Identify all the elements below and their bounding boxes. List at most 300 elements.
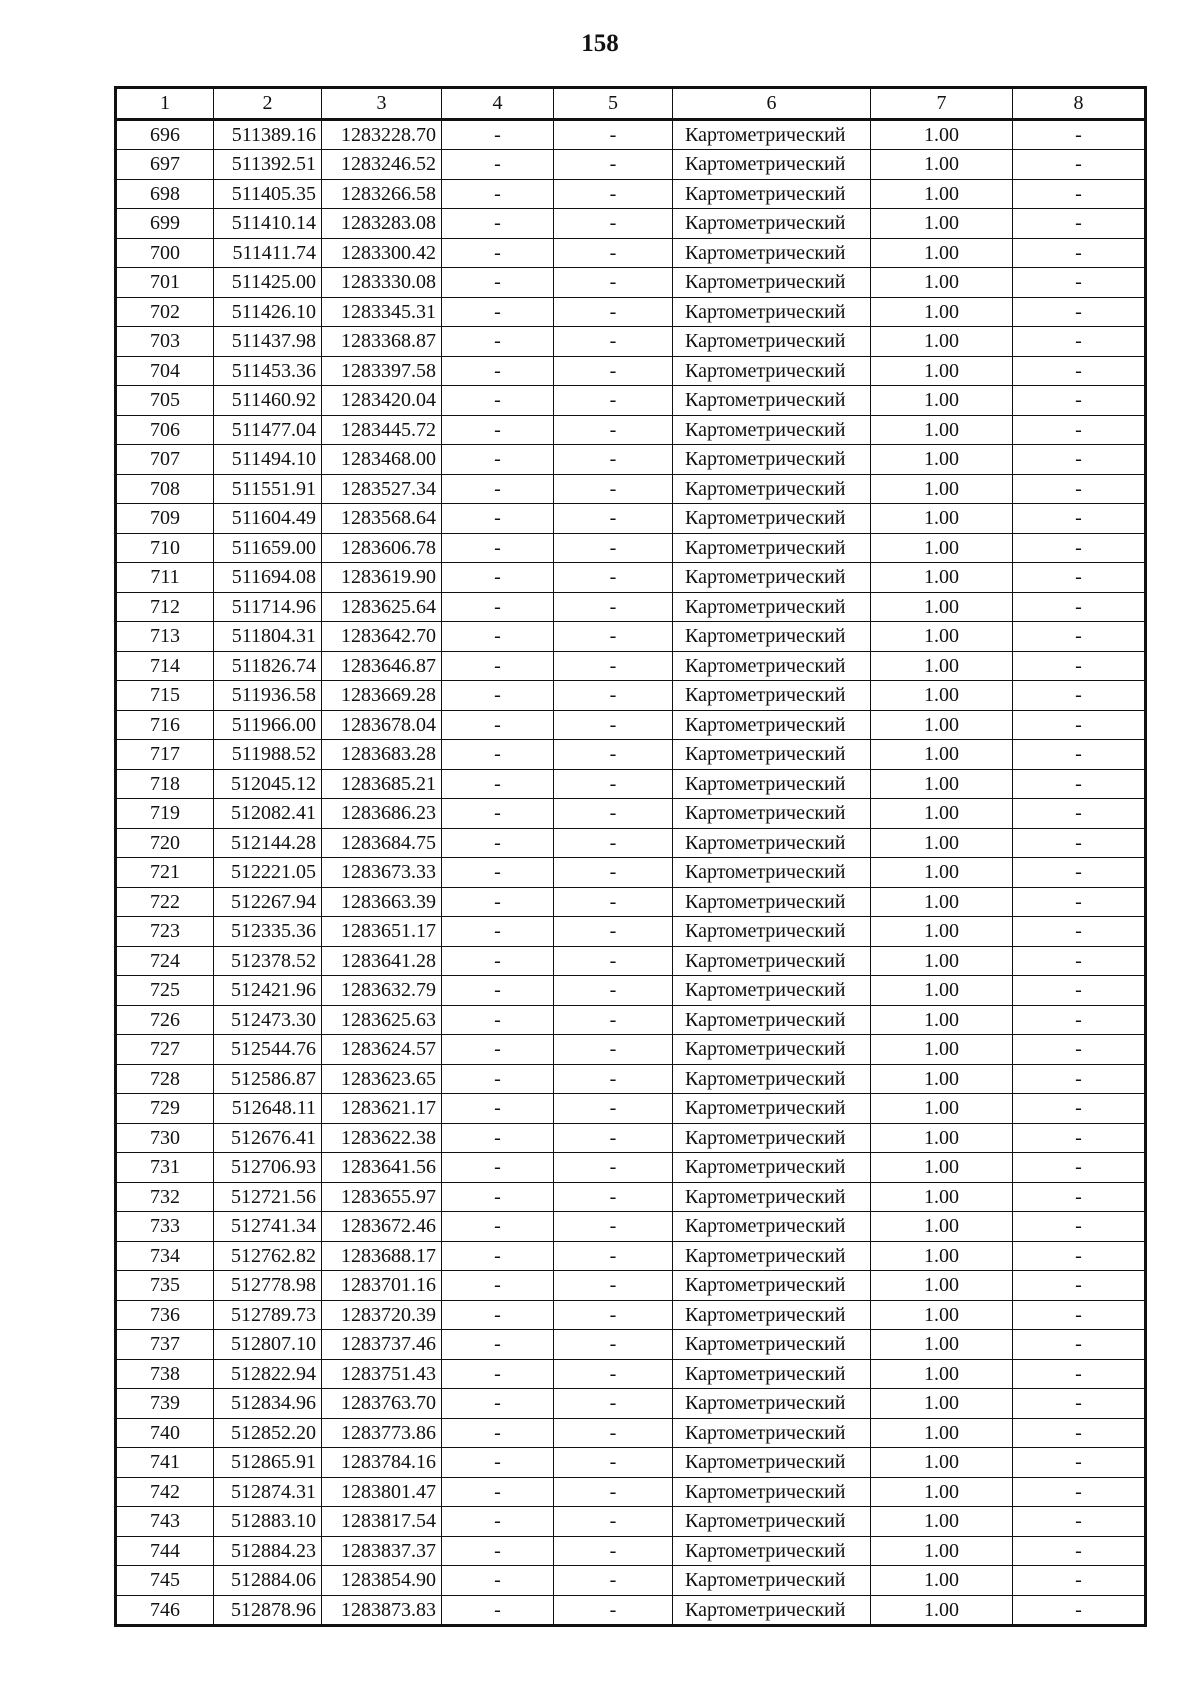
x-coordinate-cell: 511411.74	[214, 238, 322, 268]
method-cell: Картометрический	[673, 386, 871, 416]
method-cell: Картометрический	[673, 415, 871, 445]
table-row	[116, 1271, 1146, 1301]
col-5-value-cell: -	[554, 1212, 673, 1242]
x-coordinate-cell: 511405.35	[214, 179, 322, 209]
col-8-value-cell: -	[1013, 1182, 1146, 1212]
y-coordinate-cell: 1283625.63	[322, 1005, 442, 1035]
point-number-cell: 725	[116, 976, 214, 1006]
accuracy-cell: 1.00	[871, 976, 1013, 1006]
y-coordinate-cell: 1283837.37	[322, 1536, 442, 1566]
y-coordinate-cell: 1283672.46	[322, 1212, 442, 1242]
point-number-cell: 702	[116, 297, 214, 327]
table-row	[116, 297, 1146, 327]
method-cell: Картометрический	[673, 1477, 871, 1507]
method-cell: Картометрический	[673, 119, 871, 150]
col-4-value-cell: -	[442, 386, 554, 416]
method-cell: Картометрический	[673, 828, 871, 858]
point-number-cell: 717	[116, 740, 214, 770]
accuracy-cell: 1.00	[871, 1300, 1013, 1330]
y-coordinate-cell: 1283641.28	[322, 946, 442, 976]
point-number-cell: 726	[116, 1005, 214, 1035]
col-5-value-cell: -	[554, 1182, 673, 1212]
accuracy-cell: 1.00	[871, 1330, 1013, 1360]
x-coordinate-cell: 512676.41	[214, 1123, 322, 1153]
col-4-value-cell: -	[442, 858, 554, 888]
col-8-value-cell: -	[1013, 504, 1146, 534]
method-cell: Картометрический	[673, 327, 871, 357]
col-8-value-cell: -	[1013, 297, 1146, 327]
col-8-value-cell: -	[1013, 356, 1146, 386]
table-row	[116, 887, 1146, 917]
accuracy-cell: 1.00	[871, 1448, 1013, 1478]
col-4-value-cell: -	[442, 769, 554, 799]
point-number-cell: 740	[116, 1418, 214, 1448]
accuracy-cell: 1.00	[871, 1182, 1013, 1212]
point-number-cell: 734	[116, 1241, 214, 1271]
x-coordinate-cell: 511551.91	[214, 474, 322, 504]
table-row	[116, 1241, 1146, 1271]
method-cell: Картометрический	[673, 1389, 871, 1419]
col-5-value-cell: -	[554, 533, 673, 563]
x-coordinate-cell: 511659.00	[214, 533, 322, 563]
y-coordinate-cell: 1283737.46	[322, 1330, 442, 1360]
col-5-value-cell: -	[554, 474, 673, 504]
method-cell: Картометрический	[673, 1123, 871, 1153]
accuracy-cell: 1.00	[871, 474, 1013, 504]
point-number-cell: 703	[116, 327, 214, 357]
col-8-value-cell: -	[1013, 119, 1146, 150]
y-coordinate-cell: 1283683.28	[322, 740, 442, 770]
method-cell: Картометрический	[673, 887, 871, 917]
accuracy-cell: 1.00	[871, 415, 1013, 445]
table-body	[116, 119, 1146, 1626]
x-coordinate-cell: 512865.91	[214, 1448, 322, 1478]
y-coordinate-cell: 1283527.34	[322, 474, 442, 504]
col-4-value-cell: -	[442, 1212, 554, 1242]
x-coordinate-cell: 511437.98	[214, 327, 322, 357]
x-coordinate-cell: 512721.56	[214, 1182, 322, 1212]
table-row	[116, 1212, 1146, 1242]
y-coordinate-cell: 1283622.38	[322, 1123, 442, 1153]
x-coordinate-cell: 512822.94	[214, 1359, 322, 1389]
col-4-value-cell: -	[442, 415, 554, 445]
col-4-value-cell: -	[442, 1477, 554, 1507]
point-number-cell: 729	[116, 1094, 214, 1124]
col-5-value-cell: -	[554, 415, 673, 445]
col-8-value-cell: -	[1013, 917, 1146, 947]
col-8-value-cell: -	[1013, 799, 1146, 829]
x-coordinate-cell: 511453.36	[214, 356, 322, 386]
col-8-value-cell: -	[1013, 1241, 1146, 1271]
col-4-value-cell: -	[442, 1094, 554, 1124]
col-5-value-cell: -	[554, 740, 673, 770]
table-row	[116, 238, 1146, 268]
y-coordinate-cell: 1283701.16	[322, 1271, 442, 1301]
point-number-cell: 730	[116, 1123, 214, 1153]
y-coordinate-cell: 1283773.86	[322, 1418, 442, 1448]
col-4-value-cell: -	[442, 179, 554, 209]
col-5-value-cell: -	[554, 651, 673, 681]
x-coordinate-cell: 511426.10	[214, 297, 322, 327]
x-coordinate-cell: 512586.87	[214, 1064, 322, 1094]
point-number-cell: 745	[116, 1566, 214, 1596]
method-cell: Картометрический	[673, 474, 871, 504]
table-row	[116, 1300, 1146, 1330]
col-5-value-cell: -	[554, 1448, 673, 1478]
accuracy-cell: 1.00	[871, 1507, 1013, 1537]
table-row	[116, 1477, 1146, 1507]
x-coordinate-cell: 512421.96	[214, 976, 322, 1006]
col-4-value-cell: -	[442, 297, 554, 327]
col-5-value-cell: -	[554, 622, 673, 652]
table-row	[116, 976, 1146, 1006]
accuracy-cell: 1.00	[871, 681, 1013, 711]
method-cell: Картометрический	[673, 445, 871, 475]
col-8-value-cell: -	[1013, 828, 1146, 858]
table-row	[116, 710, 1146, 740]
accuracy-cell: 1.00	[871, 1064, 1013, 1094]
x-coordinate-cell: 511604.49	[214, 504, 322, 534]
col-4-value-cell: -	[442, 150, 554, 180]
y-coordinate-cell: 1283817.54	[322, 1507, 442, 1537]
method-cell: Картометрический	[673, 150, 871, 180]
x-coordinate-cell: 512221.05	[214, 858, 322, 888]
col-8-value-cell: -	[1013, 592, 1146, 622]
col-4-value-cell: -	[442, 1566, 554, 1596]
point-number-cell: 727	[116, 1035, 214, 1065]
table-row	[116, 474, 1146, 504]
y-coordinate-cell: 1283685.21	[322, 769, 442, 799]
col-4-value-cell: -	[442, 887, 554, 917]
col-4-value-cell: -	[442, 651, 554, 681]
x-coordinate-cell: 512789.73	[214, 1300, 322, 1330]
col-8-value-cell: -	[1013, 1123, 1146, 1153]
col-4-value-cell: -	[442, 327, 554, 357]
col-5-value-cell: -	[554, 238, 673, 268]
col-8-value-cell: -	[1013, 769, 1146, 799]
col-5-value-cell: -	[554, 887, 673, 917]
x-coordinate-cell: 512874.31	[214, 1477, 322, 1507]
x-coordinate-cell: 512778.98	[214, 1271, 322, 1301]
column-header: 3	[322, 88, 442, 120]
table-row	[116, 1418, 1146, 1448]
accuracy-cell: 1.00	[871, 917, 1013, 947]
x-coordinate-cell: 512878.96	[214, 1595, 322, 1626]
table-row	[116, 1182, 1146, 1212]
x-coordinate-cell: 511410.14	[214, 209, 322, 239]
header-row	[116, 88, 1146, 120]
col-8-value-cell: -	[1013, 1094, 1146, 1124]
table-row	[116, 1359, 1146, 1389]
method-cell: Картометрический	[673, 1507, 871, 1537]
x-coordinate-cell: 511494.10	[214, 445, 322, 475]
col-4-value-cell: -	[442, 1536, 554, 1566]
col-8-value-cell: -	[1013, 710, 1146, 740]
point-number-cell: 718	[116, 769, 214, 799]
y-coordinate-cell: 1283619.90	[322, 563, 442, 593]
col-5-value-cell: -	[554, 150, 673, 180]
col-8-value-cell: -	[1013, 651, 1146, 681]
y-coordinate-cell: 1283468.00	[322, 445, 442, 475]
x-coordinate-cell: 511477.04	[214, 415, 322, 445]
col-5-value-cell: -	[554, 297, 673, 327]
y-coordinate-cell: 1283606.78	[322, 533, 442, 563]
col-5-value-cell: -	[554, 386, 673, 416]
x-coordinate-cell: 512762.82	[214, 1241, 322, 1271]
x-coordinate-cell: 512544.76	[214, 1035, 322, 1065]
col-8-value-cell: -	[1013, 740, 1146, 770]
method-cell: Картометрический	[673, 209, 871, 239]
col-8-value-cell: -	[1013, 622, 1146, 652]
col-8-value-cell: -	[1013, 268, 1146, 298]
accuracy-cell: 1.00	[871, 740, 1013, 770]
col-8-value-cell: -	[1013, 1507, 1146, 1537]
accuracy-cell: 1.00	[871, 651, 1013, 681]
point-number-cell: 744	[116, 1536, 214, 1566]
table-row	[116, 1595, 1146, 1626]
method-cell: Картометрический	[673, 710, 871, 740]
col-5-value-cell: -	[554, 504, 673, 534]
method-cell: Картометрический	[673, 1418, 871, 1448]
accuracy-cell: 1.00	[871, 1153, 1013, 1183]
accuracy-cell: 1.00	[871, 1271, 1013, 1301]
accuracy-cell: 1.00	[871, 1418, 1013, 1448]
x-coordinate-cell: 511392.51	[214, 150, 322, 180]
x-coordinate-cell: 512884.23	[214, 1536, 322, 1566]
col-8-value-cell: -	[1013, 386, 1146, 416]
method-cell: Картометрический	[673, 1153, 871, 1183]
table-row	[116, 1005, 1146, 1035]
col-4-value-cell: -	[442, 1182, 554, 1212]
col-5-value-cell: -	[554, 769, 673, 799]
page-number: 158	[581, 30, 619, 57]
x-coordinate-cell: 512706.93	[214, 1153, 322, 1183]
point-number-cell: 708	[116, 474, 214, 504]
accuracy-cell: 1.00	[871, 1536, 1013, 1566]
x-coordinate-cell: 511936.58	[214, 681, 322, 711]
accuracy-cell: 1.00	[871, 1035, 1013, 1065]
accuracy-cell: 1.00	[871, 297, 1013, 327]
column-header: 5	[554, 88, 673, 120]
y-coordinate-cell: 1283330.08	[322, 268, 442, 298]
method-cell: Картометрический	[673, 1182, 871, 1212]
y-coordinate-cell: 1283625.64	[322, 592, 442, 622]
col-4-value-cell: -	[442, 1507, 554, 1537]
y-coordinate-cell: 1283751.43	[322, 1359, 442, 1389]
method-cell: Картометрический	[673, 917, 871, 947]
accuracy-cell: 1.00	[871, 504, 1013, 534]
table-row	[116, 1094, 1146, 1124]
method-cell: Картометрический	[673, 622, 871, 652]
point-number-cell: 710	[116, 533, 214, 563]
accuracy-cell: 1.00	[871, 268, 1013, 298]
col-5-value-cell: -	[554, 209, 673, 239]
col-5-value-cell: -	[554, 1536, 673, 1566]
y-coordinate-cell: 1283784.16	[322, 1448, 442, 1478]
column-header: 6	[673, 88, 871, 120]
table-row	[116, 209, 1146, 239]
col-4-value-cell: -	[442, 799, 554, 829]
col-8-value-cell: -	[1013, 887, 1146, 917]
accuracy-cell: 1.00	[871, 209, 1013, 239]
col-4-value-cell: -	[442, 1035, 554, 1065]
point-number-cell: 714	[116, 651, 214, 681]
accuracy-cell: 1.00	[871, 1123, 1013, 1153]
accuracy-cell: 1.00	[871, 622, 1013, 652]
x-coordinate-cell: 512267.94	[214, 887, 322, 917]
table-row	[116, 681, 1146, 711]
y-coordinate-cell: 1283641.56	[322, 1153, 442, 1183]
y-coordinate-cell: 1283266.58	[322, 179, 442, 209]
col-4-value-cell: -	[442, 1300, 554, 1330]
col-8-value-cell: -	[1013, 1005, 1146, 1035]
col-8-value-cell: -	[1013, 1448, 1146, 1478]
col-5-value-cell: -	[554, 1241, 673, 1271]
table-row	[116, 740, 1146, 770]
point-number-cell: 732	[116, 1182, 214, 1212]
accuracy-cell: 1.00	[871, 533, 1013, 563]
method-cell: Картометрический	[673, 297, 871, 327]
col-8-value-cell: -	[1013, 1418, 1146, 1448]
y-coordinate-cell: 1283686.23	[322, 799, 442, 829]
method-cell: Картометрический	[673, 1536, 871, 1566]
col-8-value-cell: -	[1013, 327, 1146, 357]
col-5-value-cell: -	[554, 1418, 673, 1448]
x-coordinate-cell: 512082.41	[214, 799, 322, 829]
y-coordinate-cell: 1283801.47	[322, 1477, 442, 1507]
col-5-value-cell: -	[554, 1477, 673, 1507]
table-row	[116, 563, 1146, 593]
method-cell: Картометрический	[673, 1448, 871, 1478]
col-4-value-cell: -	[442, 209, 554, 239]
col-4-value-cell: -	[442, 268, 554, 298]
point-number-cell: 706	[116, 415, 214, 445]
x-coordinate-cell: 512648.11	[214, 1094, 322, 1124]
point-number-cell: 737	[116, 1330, 214, 1360]
method-cell: Картометрический	[673, 504, 871, 534]
coordinates-table	[114, 86, 1147, 1627]
table-row	[116, 1536, 1146, 1566]
y-coordinate-cell: 1283568.64	[322, 504, 442, 534]
col-5-value-cell: -	[554, 1507, 673, 1537]
table-row	[116, 415, 1146, 445]
accuracy-cell: 1.00	[871, 1241, 1013, 1271]
method-cell: Картометрический	[673, 1300, 871, 1330]
point-number-cell: 722	[116, 887, 214, 917]
col-5-value-cell: -	[554, 710, 673, 740]
col-5-value-cell: -	[554, 858, 673, 888]
x-coordinate-cell: 511826.74	[214, 651, 322, 681]
y-coordinate-cell: 1283420.04	[322, 386, 442, 416]
x-coordinate-cell: 512378.52	[214, 946, 322, 976]
col-4-value-cell: -	[442, 1005, 554, 1035]
method-cell: Картометрический	[673, 1330, 871, 1360]
accuracy-cell: 1.00	[871, 1359, 1013, 1389]
point-number-cell: 696	[116, 119, 214, 150]
col-5-value-cell: -	[554, 119, 673, 150]
y-coordinate-cell: 1283368.87	[322, 327, 442, 357]
table-row	[116, 1389, 1146, 1419]
col-5-value-cell: -	[554, 445, 673, 475]
accuracy-cell: 1.00	[871, 1595, 1013, 1626]
point-number-cell: 723	[116, 917, 214, 947]
point-number-cell: 719	[116, 799, 214, 829]
y-coordinate-cell: 1283646.87	[322, 651, 442, 681]
col-5-value-cell: -	[554, 179, 673, 209]
column-header: 8	[1013, 88, 1146, 120]
col-8-value-cell: -	[1013, 474, 1146, 504]
x-coordinate-cell: 511694.08	[214, 563, 322, 593]
col-8-value-cell: -	[1013, 533, 1146, 563]
col-4-value-cell: -	[442, 1271, 554, 1301]
point-number-cell: 715	[116, 681, 214, 711]
col-5-value-cell: -	[554, 917, 673, 947]
col-5-value-cell: -	[554, 1389, 673, 1419]
col-8-value-cell: -	[1013, 150, 1146, 180]
col-5-value-cell: -	[554, 1330, 673, 1360]
point-number-cell: 735	[116, 1271, 214, 1301]
y-coordinate-cell: 1283684.75	[322, 828, 442, 858]
col-4-value-cell: -	[442, 1241, 554, 1271]
point-number-cell: 712	[116, 592, 214, 622]
col-5-value-cell: -	[554, 1300, 673, 1330]
accuracy-cell: 1.00	[871, 946, 1013, 976]
col-5-value-cell: -	[554, 563, 673, 593]
col-5-value-cell: -	[554, 828, 673, 858]
column-header: 1	[116, 88, 214, 120]
x-coordinate-cell: 512834.96	[214, 1389, 322, 1419]
x-coordinate-cell: 512852.20	[214, 1418, 322, 1448]
x-coordinate-cell: 512741.34	[214, 1212, 322, 1242]
method-cell: Картометрический	[673, 769, 871, 799]
y-coordinate-cell: 1283688.17	[322, 1241, 442, 1271]
x-coordinate-cell: 511804.31	[214, 622, 322, 652]
x-coordinate-cell: 511966.00	[214, 710, 322, 740]
col-4-value-cell: -	[442, 1064, 554, 1094]
table-row	[116, 1035, 1146, 1065]
x-coordinate-cell: 511714.96	[214, 592, 322, 622]
table-row	[116, 592, 1146, 622]
table-row	[116, 1123, 1146, 1153]
col-8-value-cell: -	[1013, 1477, 1146, 1507]
method-cell: Картометрический	[673, 1035, 871, 1065]
col-5-value-cell: -	[554, 799, 673, 829]
point-number-cell: 731	[116, 1153, 214, 1183]
col-5-value-cell: -	[554, 1153, 673, 1183]
col-8-value-cell: -	[1013, 1330, 1146, 1360]
point-number-cell: 743	[116, 1507, 214, 1537]
y-coordinate-cell: 1283678.04	[322, 710, 442, 740]
point-number-cell: 742	[116, 1477, 214, 1507]
point-number-cell: 709	[116, 504, 214, 534]
point-number-cell: 698	[116, 179, 214, 209]
col-5-value-cell: -	[554, 1005, 673, 1035]
col-4-value-cell: -	[442, 976, 554, 1006]
col-8-value-cell: -	[1013, 1595, 1146, 1626]
point-number-cell: 701	[116, 268, 214, 298]
point-number-cell: 724	[116, 946, 214, 976]
col-8-value-cell: -	[1013, 681, 1146, 711]
method-cell: Картометрический	[673, 238, 871, 268]
point-number-cell: 699	[116, 209, 214, 239]
table-row	[116, 1566, 1146, 1596]
col-4-value-cell: -	[442, 946, 554, 976]
x-coordinate-cell: 511988.52	[214, 740, 322, 770]
y-coordinate-cell: 1283655.97	[322, 1182, 442, 1212]
col-5-value-cell: -	[554, 1094, 673, 1124]
accuracy-cell: 1.00	[871, 150, 1013, 180]
table-row	[116, 1448, 1146, 1478]
